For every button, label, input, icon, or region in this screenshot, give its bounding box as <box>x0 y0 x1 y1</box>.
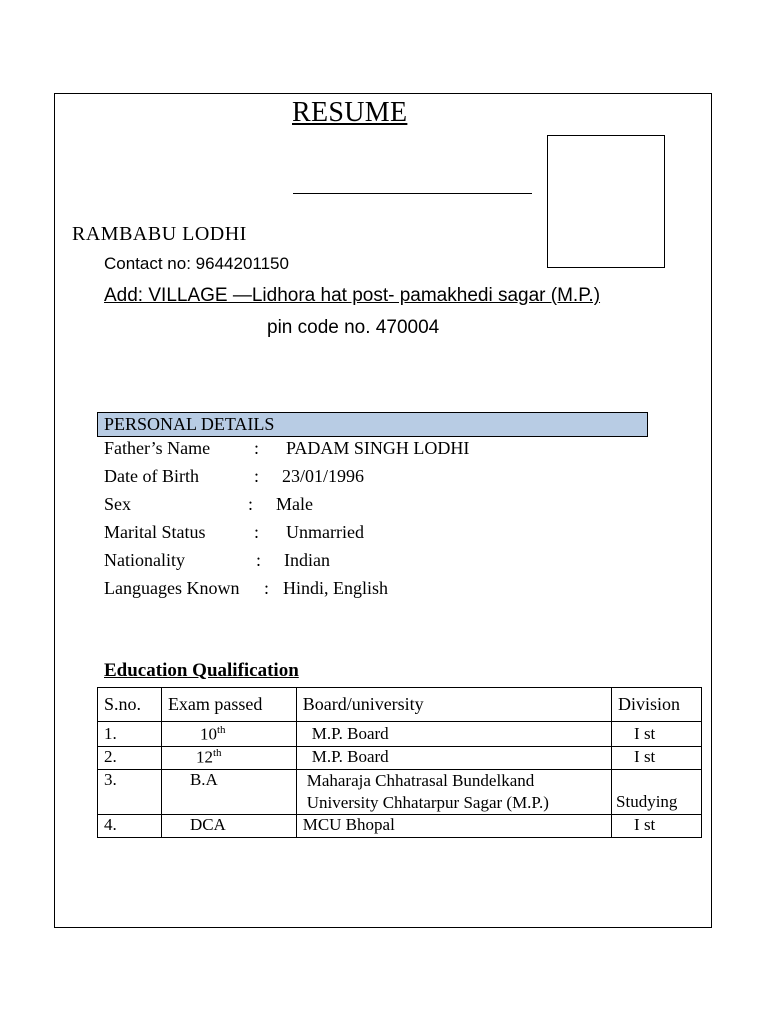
applicant-name: RAMBABU LODHI <box>72 223 247 245</box>
sno-cell: 1. <box>98 722 162 747</box>
detail-colon: : <box>254 438 260 458</box>
sno-cell: 2. <box>98 747 162 770</box>
table-row <box>98 770 702 815</box>
pin-code: pin code no. 470004 <box>267 317 440 338</box>
detail-value: Indian <box>284 550 330 570</box>
education-heading: Education Qualification <box>104 660 299 681</box>
detail-value: Male <box>276 494 313 514</box>
division-cell: I st <box>612 815 702 838</box>
personal-details-heading: PERSONAL DETAILS <box>97 412 648 437</box>
education-table <box>97 687 702 838</box>
exam-text: 12 <box>195 747 213 767</box>
column-header: S.no. <box>98 688 162 722</box>
detail-value: Unmarried <box>286 522 364 542</box>
page-title: RESUME <box>292 97 408 128</box>
board-cell: M.P. Board <box>296 722 611 747</box>
exam-cell <box>161 747 296 770</box>
detail-value: Hindi, English <box>283 578 389 598</box>
detail-colon: : <box>254 466 260 486</box>
table-row <box>98 815 702 838</box>
column-header: Board/university <box>296 688 611 722</box>
column-header: Exam passed <box>161 688 296 722</box>
detail-label: Marital Status <box>104 522 206 542</box>
photo-box <box>547 135 665 268</box>
exam-cell <box>161 722 296 747</box>
column-header: Division <box>612 688 702 722</box>
contact-number: Contact no: 9644201150 <box>104 254 289 273</box>
board-cell: M.P. Board <box>296 747 611 770</box>
board-cell: Maharaja Chhatrasal Bundelkand University Chhatarpur Sagar (M.P.) <box>296 770 611 815</box>
detail-label: Date of Birth <box>104 466 199 486</box>
exam-text: 10 <box>199 724 217 744</box>
sno-cell: 3. <box>98 770 162 815</box>
exam-suffix: th <box>216 724 226 736</box>
address: Add: VILLAGE —Lidhora hat post- pamakhedi sagar (M.P.) <box>104 285 601 306</box>
signature-line <box>293 193 532 194</box>
detail-label: Nationality <box>104 550 185 570</box>
exam-cell <box>161 815 296 838</box>
exam-cell <box>161 770 296 815</box>
table-row <box>98 747 702 770</box>
division-cell: I st <box>612 747 702 770</box>
detail-value: 23/01/1996 <box>282 466 365 486</box>
exam-text: DCA <box>189 815 226 834</box>
table-header-row <box>98 688 702 722</box>
board-cell: MCU Bhopal <box>296 815 611 838</box>
detail-colon: : <box>248 494 254 514</box>
detail-label: Languages Known <box>104 578 240 598</box>
detail-label: Sex <box>104 494 131 514</box>
exam-suffix: th <box>212 747 222 759</box>
table-row <box>98 722 702 747</box>
detail-value: PADAM SINGH LODHI <box>286 438 470 458</box>
division-cell: I st <box>612 722 702 747</box>
sno-cell: 4. <box>98 815 162 838</box>
detail-colon: : <box>256 550 262 570</box>
exam-text: B.A <box>189 770 218 789</box>
detail-colon: : <box>254 522 260 542</box>
detail-colon: : <box>264 578 270 598</box>
division-cell: Studying <box>612 770 702 815</box>
detail-label: Father’s Name <box>104 438 211 458</box>
